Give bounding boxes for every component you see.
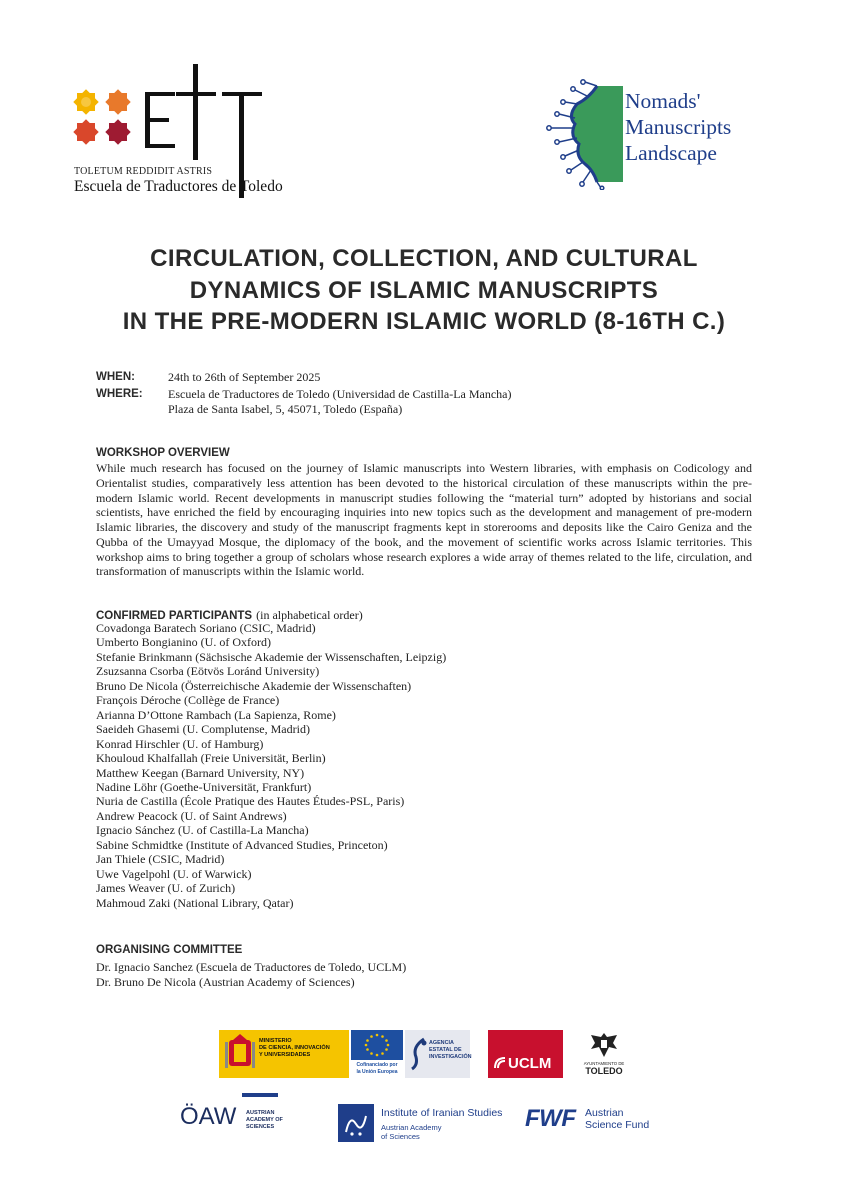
title-line-3: IN THE PRE-MODERN ISLAMIC WORLD (8-16TH C.)	[122, 308, 726, 335]
eu-line1: Cofinanciado por	[356, 1062, 398, 1068]
participants-heading: CONFIRMED PARTICIPANTS	[96, 610, 253, 622]
participant-item: Zsuzsanna Csorba (Eötvös Loránd University)	[96, 664, 320, 679]
where-venue: Escuela de Traductores de Toledo (Universidad de Castilla-La Mancha)	[168, 387, 512, 401]
participant-item: Arianna D’Ottone Rambach (La Sapienza, Rome)	[96, 707, 336, 722]
participant-item: Nadine Löhr (Goethe-Universität, Frankfurt)	[96, 779, 312, 794]
overview-heading: WORKSHOP OVERVIEW	[96, 447, 230, 459]
uclm-label: UCLM	[508, 1055, 552, 1072]
participants-note: (in alphabetical order)	[256, 608, 363, 622]
oaw-line1: AUSTRIAN	[246, 1110, 275, 1116]
ett-stars-icon	[73, 89, 130, 144]
participant-item: Covadonga Baratech Soriano (CSIC, Madrid)	[96, 621, 316, 635]
iis-line2: Austrian Academy	[381, 1123, 442, 1132]
aei-mark-icon	[410, 1037, 428, 1071]
ministerio-line3: Y UNIVERSIDADES	[259, 1052, 311, 1058]
iis-line1: Institute of Iranian Studies	[381, 1107, 503, 1119]
ministerio-line2: DE CIENCIA, INNOVACIÓN	[259, 1045, 330, 1051]
participants-list	[96, 621, 446, 910]
committee-list	[96, 960, 406, 990]
iis-logo	[338, 1104, 508, 1146]
oaw-mark: ÖAW	[180, 1103, 237, 1130]
oaw-bar	[242, 1093, 278, 1097]
ministerio-logo	[219, 1030, 349, 1078]
ett-motto: TOLETUM REDDIDIT ASTRIS	[74, 166, 213, 177]
aei-logo	[405, 1030, 470, 1078]
participant-item: Khouloud Khalfallah (Freie Universität, Berlin)	[96, 751, 326, 766]
fwf-logo	[525, 1105, 665, 1135]
iis-emblem-icon	[338, 1104, 374, 1142]
participant-item: Konrad Hirschler (U. of Hamburg)	[96, 736, 264, 751]
participant-item: Mahmoud Zaki (National Library, Qatar)	[96, 895, 294, 910]
page-title	[60, 243, 788, 338]
nml-line1: Nomads'	[625, 89, 701, 113]
participant-item: Andrew Peacock (U. of Saint Andrews)	[96, 808, 287, 823]
uclm-logo	[488, 1030, 563, 1078]
committee-member: Dr. Bruno De Nicola (Austrian Academy of Sciences)	[96, 975, 355, 989]
nml-logo	[545, 78, 625, 190]
participant-item: Bruno De Nicola (Österreichische Akademie der Wissenschaften)	[96, 678, 412, 693]
participant-item: François Déroche (Collège de France)	[96, 693, 280, 708]
participant-item: Umberto Bongianino (U. of Oxford)	[96, 635, 271, 650]
iis-line3: of Sciences	[381, 1132, 420, 1141]
overview-paragraph: While much research has focused on the journey of Islamic manuscripts into Western libraries, with emphasis on Codicology and Orientalist studies, comparatively less attention has been devoted to the historical circulation of these manuscripts within the pre-modern Islamic world. Recent developments in manuscript studies following the “material turn” adopted by historians and social scientists, have enriched the field by encouraging inquiries into new topics such as the development and management of pre-modern Islamic libraries, the discovery and study of the manuscript fragments kept in storerooms and deposits like the Cairo Geniza and the Qubba of the Umayyad Mosque, the diplomacy of the book, and the movement of scientific works across Islamic territories. This workshop aims to bring together a group of scholars whose research explores a wide array of themes related to the life, circulation, and transformation of manuscripts within the Islamic world.	[96, 461, 752, 579]
where-address: Plaza de Santa Isabel, 5, 45071, Toledo (España)	[168, 402, 403, 416]
ministerio-line1: MINISTERIO	[259, 1038, 292, 1044]
participant-item: Nuria de Castilla (École Pratique des Hautes Études-PSL, Paris)	[96, 794, 405, 809]
participant-item: James Weaver (U. of Zurich)	[96, 881, 236, 896]
spain-coat-of-arms-icon	[225, 1034, 255, 1074]
oaw-line2: ACADEMY OF	[246, 1116, 283, 1123]
participant-item: Matthew Keegan (Barnard University, NY)	[96, 765, 305, 780]
participant-item: Jan Thiele (CSIC, Madrid)	[96, 852, 225, 867]
toledo-logo	[578, 1030, 630, 1078]
eu-flag-icon	[351, 1030, 403, 1060]
participant-item: Uwe Vagelpohl (U. of Warwick)	[96, 866, 252, 881]
participant-item: Saeideh Ghasemi (U. Complutense, Madrid)	[96, 722, 310, 737]
when-label: WHEN:	[96, 371, 135, 383]
participant-item: Sabine Schmidtke (Institute of Advanced Studies, Princeton)	[96, 837, 388, 852]
fwf-mark: FWF	[525, 1105, 576, 1132]
eu-line2: la Unión Europea	[356, 1068, 398, 1075]
aei-line1: AGENCIA	[429, 1040, 454, 1046]
toledo-line1: AYUNTAMIENTO DE	[583, 1061, 625, 1066]
participant-item: Stefanie Brinkmann (Sächsische Akademie der Wissenschaften, Leipzig)	[96, 649, 447, 664]
toledo-eagle-icon	[589, 1031, 619, 1059]
nml-line2: Manuscripts	[625, 115, 732, 139]
where-label: WHERE:	[96, 388, 143, 400]
aei-line3: INVESTIGACIÓN	[429, 1054, 472, 1060]
toledo-line2: TOLEDO	[585, 1066, 623, 1076]
oaw-line3: SCIENCES	[246, 1123, 275, 1130]
title-line-1: CIRCULATION, COLLECTION, AND CULTURAL	[150, 245, 698, 272]
nml-line3: Landscape	[625, 141, 717, 165]
committee-member: Dr. Ignacio Sanchez (Escuela de Traductores de Toledo, UCLM)	[96, 960, 407, 974]
uclm-swirl-icon	[493, 1056, 507, 1070]
fwf-line2: Science Fund	[585, 1118, 650, 1131]
oaw-logo	[180, 1093, 300, 1143]
participant-item: Ignacio Sánchez (U. of Castilla-La Mancha)	[96, 823, 309, 838]
ett-name: Escuela de Traductores de Toledo	[74, 178, 283, 195]
eu-logo	[351, 1030, 403, 1078]
nml-arch-icon	[545, 78, 625, 190]
when-value: 24th to 26th of September 2025	[168, 370, 321, 384]
fwf-line1: Austrian	[585, 1107, 624, 1119]
committee-heading: ORGANISING COMMITTEE	[96, 944, 243, 956]
aei-line2: ESTATAL DE	[429, 1047, 462, 1053]
nml-wordmark	[625, 88, 825, 166]
title-line-2: DYNAMICS OF ISLAMIC MANUSCRIPTS	[189, 276, 659, 304]
